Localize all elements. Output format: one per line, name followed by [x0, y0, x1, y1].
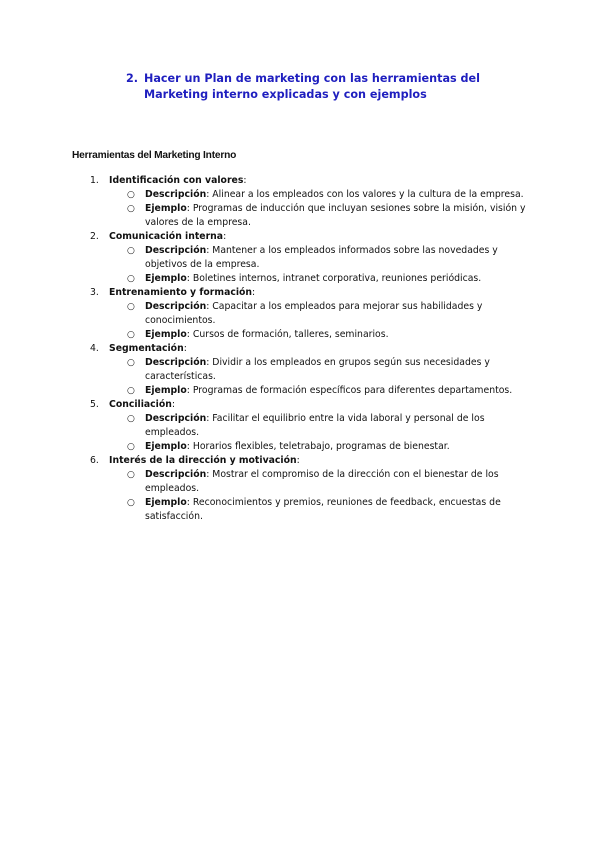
tool-number: 4. — [90, 343, 99, 354]
detail-label: Ejemplo — [145, 329, 187, 340]
detail-text: Facilitar el equilibrio entre la vida laboral y personal de los empleados. — [145, 413, 485, 438]
detail-label: Descripción — [145, 469, 207, 480]
tool-title: Interés de la dirección y motivación — [109, 455, 297, 466]
tool-item — [72, 398, 532, 454]
tool-number: 5. — [90, 399, 99, 410]
heading-text: Hacer un Plan de marketing con las herramientas del Marketing interno explicadas y con ejemplos — [144, 72, 480, 101]
tool-item — [72, 342, 532, 398]
section-heading — [126, 71, 526, 103]
circle-bullet-icon: ○ — [127, 302, 135, 312]
detail-separator: : — [186, 497, 193, 508]
detail-separator: : — [206, 301, 213, 312]
tool-title: Entrenamiento y formación — [109, 287, 253, 298]
circle-bullet-icon: ○ — [127, 330, 135, 340]
tool-title-colon: : — [171, 399, 176, 410]
detail-item — [109, 328, 532, 342]
detail-item — [109, 202, 532, 230]
detail-separator: : — [206, 189, 213, 200]
detail-separator: : — [186, 441, 193, 452]
detail-label: Ejemplo — [145, 385, 187, 396]
tool-details — [109, 188, 532, 230]
detail-separator: : — [186, 329, 193, 340]
tool-details — [109, 468, 532, 524]
tool-title: Comunicación interna — [109, 231, 224, 242]
detail-item — [109, 300, 532, 328]
tool-details — [109, 412, 532, 454]
detail-text: Reconocimientos y premios, reuniones de feedback, encuestas de satisfacción. — [145, 497, 501, 522]
detail-separator: : — [186, 273, 193, 284]
detail-item — [109, 412, 532, 440]
circle-bullet-icon: ○ — [127, 442, 135, 452]
circle-bullet-icon: ○ — [127, 470, 135, 480]
detail-label: Ejemplo — [145, 203, 187, 214]
tool-title-colon: : — [243, 175, 247, 186]
detail-text: Dividir a los empleados en grupos según sus necesidades y características. — [145, 357, 490, 382]
tool-title: Identificación con valores — [109, 175, 244, 186]
tool-item — [72, 454, 532, 524]
tool-title-colon: : — [296, 455, 300, 466]
tool-item — [72, 174, 532, 230]
detail-item — [109, 468, 532, 496]
detail-text: Alinear a los empleados con los valores y la cultura de la empresa. — [212, 189, 524, 200]
detail-text: Horarios flexibles, teletrabajo, programas de bienestar. — [192, 441, 450, 452]
tool-details — [109, 300, 532, 342]
circle-bullet-icon: ○ — [127, 498, 135, 508]
detail-label: Ejemplo — [145, 497, 187, 508]
tool-details — [109, 356, 532, 398]
detail-label: Descripción — [145, 357, 207, 368]
detail-label: Descripción — [145, 245, 207, 256]
detail-text: Mantener a los empleados informados sobre las novedades y objetivos de la empresa. — [145, 245, 498, 270]
tool-number: 6. — [90, 455, 99, 466]
detail-separator: : — [206, 357, 213, 368]
tool-item — [72, 230, 532, 286]
detail-label: Descripción — [145, 301, 207, 312]
tool-number: 2. — [90, 231, 99, 242]
detail-label: Ejemplo — [145, 441, 187, 452]
detail-text: Programas de formación específicos para diferentes departamentos. — [192, 385, 513, 396]
tool-title-colon: : — [223, 231, 227, 242]
detail-item — [109, 244, 532, 272]
circle-bullet-icon: ○ — [127, 358, 135, 368]
tool-details — [109, 244, 532, 286]
detail-separator: : — [206, 413, 213, 424]
detail-item — [109, 440, 532, 454]
detail-separator: : — [206, 245, 213, 256]
circle-bullet-icon: ○ — [127, 190, 135, 200]
tools-list — [72, 174, 532, 524]
circle-bullet-icon: ○ — [127, 386, 135, 396]
detail-separator: : — [206, 469, 213, 480]
detail-item — [109, 272, 532, 286]
detail-label: Ejemplo — [145, 273, 187, 284]
detail-separator: : — [186, 385, 193, 396]
circle-bullet-icon: ○ — [127, 414, 135, 424]
detail-text: Capacitar a los empleados para mejorar sus habilidades y conocimientos. — [145, 301, 483, 326]
circle-bullet-icon: ○ — [127, 246, 135, 256]
detail-item — [109, 496, 532, 524]
tool-number: 1. — [90, 175, 99, 186]
detail-text: Mostrar el compromiso de la dirección con el bienestar de los empleados. — [145, 469, 499, 494]
detail-text: Boletines internos, intranet corporativa, reuniones periódicas. — [192, 273, 482, 284]
circle-bullet-icon: ○ — [127, 204, 135, 214]
detail-item — [109, 384, 532, 398]
detail-separator: : — [186, 203, 193, 214]
detail-text: Cursos de formación, talleres, seminarios. — [192, 329, 389, 340]
circle-bullet-icon: ○ — [127, 274, 135, 284]
section-title: Herramientas del Marketing Interno — [72, 150, 237, 161]
detail-item — [109, 356, 532, 384]
tool-title-colon: : — [183, 343, 187, 354]
tool-number: 3. — [90, 287, 99, 298]
detail-item — [109, 188, 532, 202]
tool-title-colon: : — [252, 287, 256, 298]
tool-item — [72, 286, 532, 342]
detail-label: Descripción — [145, 189, 207, 200]
detail-label: Descripción — [145, 413, 207, 424]
tool-title: Conciliación — [109, 399, 172, 410]
detail-text: Programas de inducción que incluyan sesiones sobre la misión, visión y valores de la empresa. — [145, 203, 526, 228]
tool-title: Segmentación — [109, 343, 184, 354]
heading-number: 2. — [126, 72, 139, 85]
